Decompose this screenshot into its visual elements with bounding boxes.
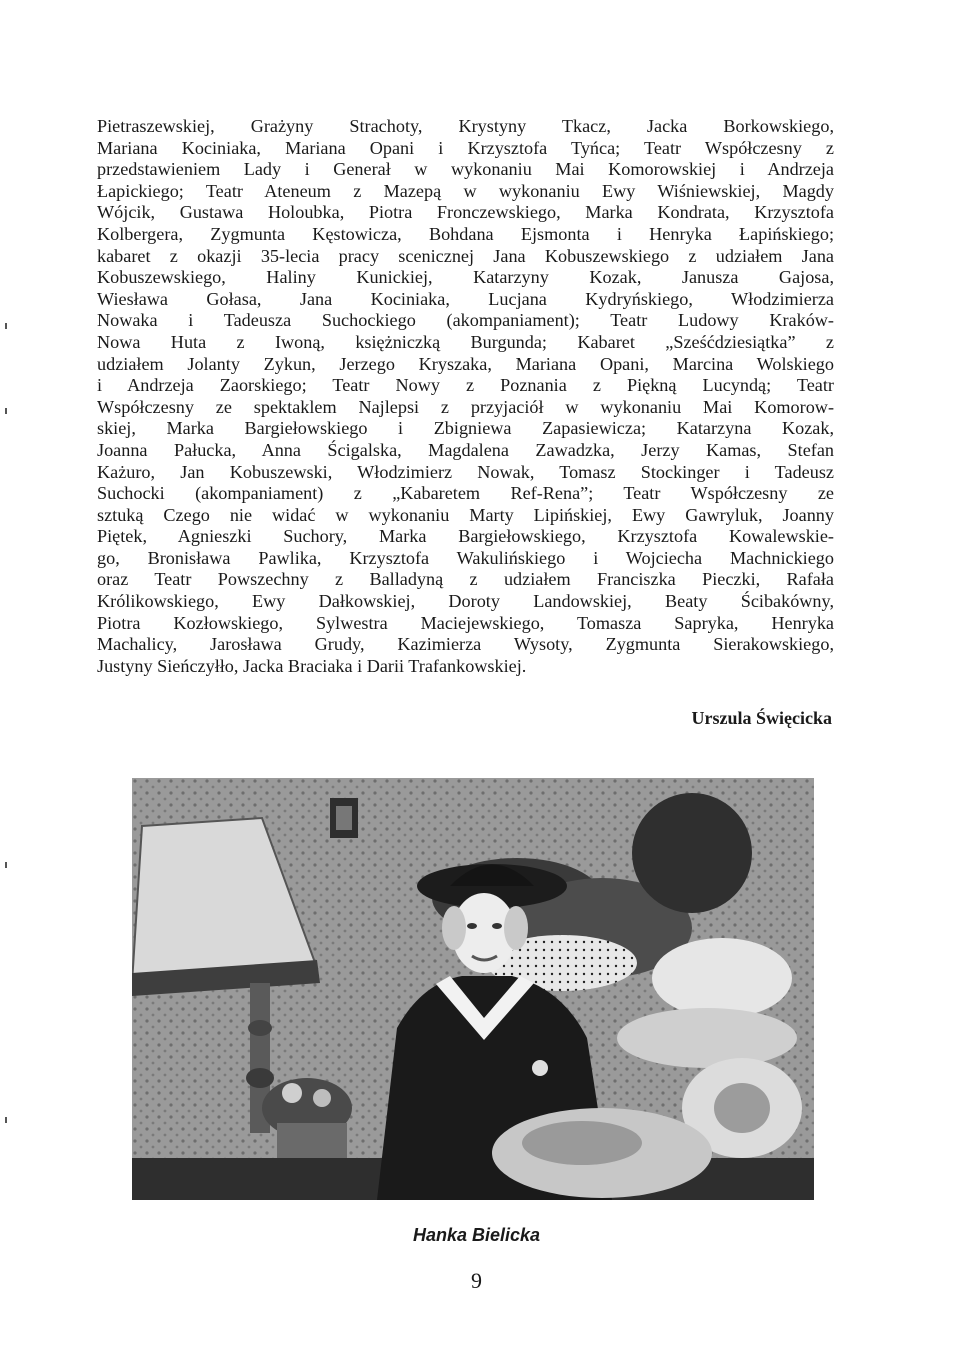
body-line: Łapickiego; Teatr Ateneum z Mazepą w wykonaniu Ewy Wiśniewskiej, Magdy — [97, 180, 834, 201]
body-line: sztuką Czego nie widać w wykonaniu Marty Lipińskiej, Ewy Gawryluk, Joanny — [97, 504, 834, 525]
body-line: Kobuszewskiego, Haliny Kunickiej, Katarzyny Kozak, Janusza Gajosa, — [97, 267, 834, 288]
body-line: Joanna Pałucka, Anna Ścigalska, Magdalena Zawadzka, Jerzy Kamas, Stefan — [97, 439, 834, 460]
body-line: go, Bronisława Pawlika, Krzysztofa Wakulińskiego i Wojciecha Machnickiego — [97, 547, 834, 568]
scan-mark — [5, 1117, 7, 1123]
article-body — [97, 116, 834, 677]
body-line: Pietraszewskiej, Grażyny Strachoty, Krystyny Tkacz, Jacka Borkowskiego, — [97, 116, 834, 136]
portrait-photo — [132, 778, 814, 1200]
scan-mark — [5, 323, 7, 329]
body-line: i Andrzeja Zaorskiego; Teatr Nowy z Poznania z Piękną Lucyndą; Teatr — [97, 375, 834, 396]
body-line: kabaret z okazji 35-lecia pracy scenicznej Jana Kobuszewskiego z udziałem Jana — [97, 245, 834, 266]
body-line: Współczesny ze spektaklem Najlepsi z przyjaciół w wykonaniu Mai Komorow- — [97, 396, 834, 417]
author-signature: Urszula Święcicka — [691, 708, 832, 728]
photo-caption: Hanka Bielicka — [412, 1225, 541, 1245]
body-line: Mariana Kociniaka, Mariana Opani i Krzysztofa Tyńca; Teatr Współczesny z — [97, 137, 834, 158]
body-line: Nowaka i Tadeusza Suchockiego (akompaniament); Teatr Ludowy Kraków- — [97, 310, 834, 331]
body-line: Justyny Sieńczyłło, Jacka Braciaka i Darii Trafankowskiej. — [97, 655, 527, 676]
body-line: Kolbergera, Zygmunta Kęstowicza, Bohdana Ejsmonta i Henryka Łapińskiego; — [97, 223, 834, 244]
body-line: Machalicy, Jarosława Grudy, Kazimierza Wysoty, Zygmunta Sierakowskiego, — [97, 634, 834, 655]
body-line: Wójcik, Gustawa Holoubka, Piotra Fronczewskiego, Marka Kondrata, Krzysztofa — [97, 202, 834, 223]
body-line: udziałem Jolanty Zykun, Jerzego Kryszaka, Mariana Opani, Marcina Wolskiego — [97, 353, 834, 374]
body-line: Wiesława Gołasa, Jana Kociniaka, Lucjana Kydryńskiego, Włodzimierza — [97, 288, 834, 309]
scan-mark — [5, 862, 7, 868]
body-line: Suchocki (akompaniament) z „Kabaretem Ref-Rena”; Teatr Współczesny ze — [97, 483, 834, 504]
body-line: Piętek, Agnieszki Suchory, Marka Bargiełowskiego, Krzysztofa Kowalewskie- — [97, 526, 834, 547]
body-line: przedstawieniem Lady i Generał w wykonaniu Mai Komorowskiej i Andrzeja — [97, 159, 834, 180]
body-line: Każuro, Jan Kobuszewski, Włodzimierz Nowak, Tomasz Stockinger i Tadeusz — [97, 461, 834, 482]
body-line: oraz Teatr Powszechny z Balladyną z udziałem Franciszka Pieczki, Rafała — [97, 569, 834, 590]
page-number: 9 — [471, 1268, 482, 1293]
body-line: Nowa Huta z Iwoną, księżniczką Burgunda; Kabaret „Sześćdziesiątka” z — [97, 331, 834, 352]
body-line: Piotra Kozłowskiego, Sylwestra Maciejewskiego, Tomasza Sapryka, Henryka — [97, 612, 834, 633]
body-line: Królikowskiego, Ewy Dałkowskiej, Doroty Landowskiej, Beaty Ścibakówny, — [97, 591, 834, 612]
body-line: skiej, Marka Bargiełowskiego i Zbigniewa Zapasiewicza; Katarzyna Kozak, — [97, 418, 834, 439]
scan-mark — [5, 408, 7, 414]
